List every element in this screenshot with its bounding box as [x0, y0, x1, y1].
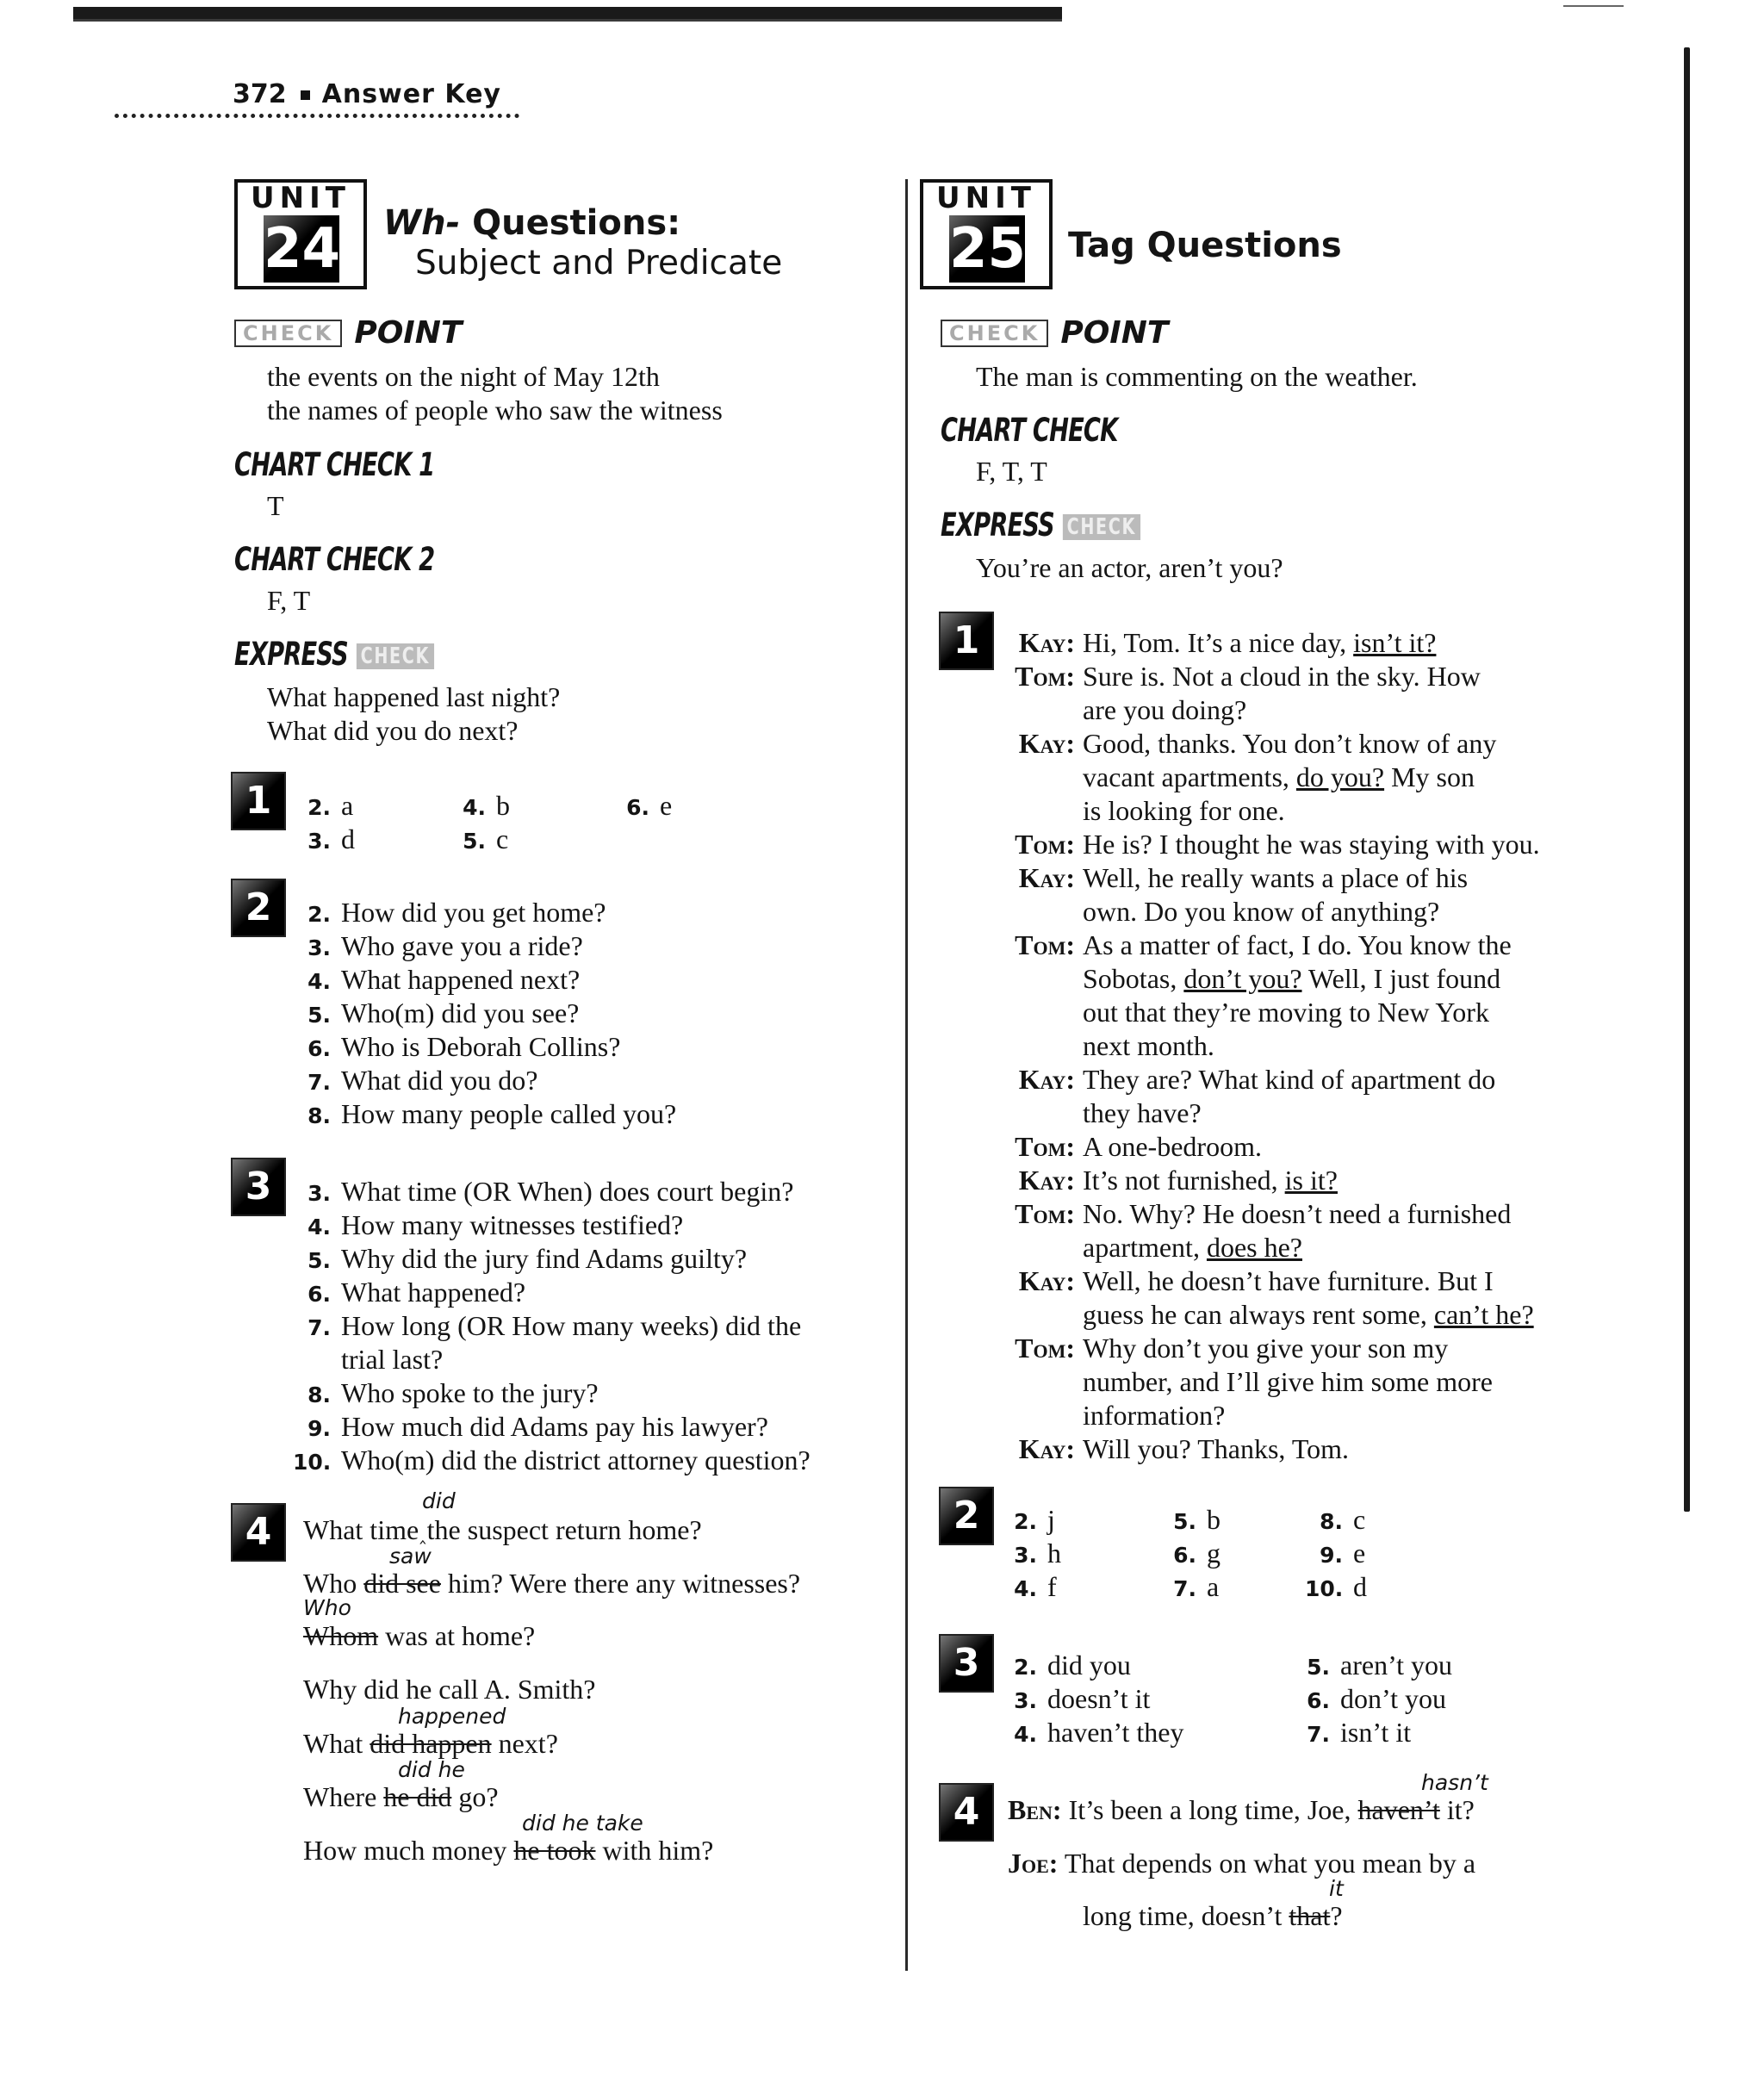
speaker-label: Kay:: [1018, 627, 1075, 658]
square-bullet-icon: [301, 90, 310, 100]
express-line-1: What happened last night?: [267, 681, 561, 712]
point-line-1: the events on the night of May 12th: [267, 361, 660, 392]
dialogue-line: they have?: [1083, 1097, 1202, 1128]
page-number: 372: [233, 79, 287, 109]
list-item: 5. Who(m) did you see?: [307, 997, 580, 1028]
list-item: 10. Who(m) did the district attorney question?: [293, 1444, 811, 1475]
unit-25-title: Tag Questions: [1068, 226, 1342, 265]
dialogue-line: Will you? Thanks, Tom.: [1083, 1433, 1350, 1464]
handwritten-insert: did: [422, 1488, 456, 1513]
column-divider: [905, 179, 908, 1971]
express-check-heading: [234, 636, 434, 673]
correction-line: Why did he call A. Smith?: [303, 1674, 596, 1705]
dialogue-line: Good, thanks. You don’t know of any: [1083, 728, 1497, 759]
dialogue-line: next month.: [1083, 1030, 1214, 1061]
list-item: 7. a: [1173, 1571, 1220, 1602]
dialogue-line: Well, he really wants a place of his: [1083, 862, 1469, 893]
title-rest: Questions:: [460, 203, 681, 243]
dialogue-line: They are? What kind of apartment do: [1083, 1064, 1496, 1095]
exercise-1-marker: 1: [939, 612, 994, 670]
exercise-2-marker: 2: [231, 879, 286, 937]
unit-24-badge: [234, 179, 367, 289]
list-item: 9. e: [1320, 1538, 1366, 1569]
list-item: trial last?: [341, 1344, 444, 1375]
list-item: 6. e: [626, 790, 673, 821]
tag-question: isn’t it?: [1353, 627, 1437, 658]
speaker-label: Kay:: [1018, 862, 1075, 893]
list-item: 7. isn’t it: [1307, 1717, 1412, 1748]
dialogue-line: are you doing?: [1083, 694, 1247, 725]
unit-label: UNIT: [936, 181, 1036, 215]
list-item: 5. aren’t you: [1307, 1649, 1453, 1681]
express-label: EXPRESS: [234, 636, 348, 673]
dialogue-line: No. Why? He doesn’t need a furnished: [1083, 1198, 1512, 1229]
check-badge: CHECK: [234, 320, 342, 347]
unit-label: UNIT: [251, 181, 351, 215]
exercise-3-marker: 3: [939, 1634, 994, 1693]
correction-line: How much money he took with him?: [303, 1835, 714, 1866]
dialogue-line: As a matter of fact, I do. You know the: [1083, 929, 1512, 960]
list-item: 8. c: [1320, 1504, 1366, 1535]
dialogue-line: Well, he doesn’t have furniture. But I: [1083, 1265, 1494, 1296]
unit-number: 25: [949, 217, 1027, 281]
chart-check-heading: CHART CHECK: [941, 412, 1118, 449]
page-header: [233, 79, 501, 109]
list-item: 10. d: [1305, 1571, 1367, 1602]
dialogue-line: apartment, does he?: [1083, 1232, 1302, 1263]
list-item: 3. h: [1014, 1538, 1061, 1569]
chart-check-answer: F, T, T: [976, 456, 1047, 487]
speaker-label: Tom:: [1015, 1198, 1075, 1229]
unit-24-title: [383, 203, 680, 243]
speaker-label: Kay:: [1018, 728, 1075, 759]
speaker-label: Tom:: [1015, 1131, 1075, 1162]
exercise-2-marker: 2: [939, 1487, 994, 1545]
dialogue-line: Hi, Tom. It’s a nice day, isn’t it?: [1083, 627, 1437, 658]
correction-line: Ben: It’s been a long time, Joe, haven’t it?: [1008, 1794, 1475, 1825]
express-check-badge: CHECK: [357, 643, 434, 669]
list-item: 2. a: [307, 790, 354, 821]
list-item: 9. How much did Adams pay his lawyer?: [307, 1411, 768, 1442]
point-label: POINT: [354, 315, 463, 351]
list-item: 6. g: [1173, 1538, 1221, 1569]
correction-line: Whom was at home?: [303, 1620, 536, 1651]
speaker-label: Tom:: [1015, 1333, 1075, 1364]
express-check-heading: [941, 506, 1140, 544]
chart-check-2-heading: CHART CHECK 2: [234, 541, 435, 578]
list-item: 3. Who gave you a ride?: [307, 930, 583, 961]
speaker-label: Tom:: [1015, 661, 1075, 692]
express-check-badge: CHECK: [1063, 514, 1140, 540]
dialogue-line: number, and I’ll give him some more: [1083, 1366, 1493, 1397]
unit-24-subtitle: Subject and Predicate: [415, 244, 783, 283]
dialogue-line: out that they’re moving to New York: [1083, 997, 1489, 1028]
express-label: EXPRESS: [941, 506, 1054, 544]
list-item: 8. How many people called you?: [307, 1098, 677, 1129]
list-item: 2. j: [1014, 1504, 1055, 1535]
correction-line: What time‸the suspect return home?: [303, 1514, 702, 1545]
handwritten-insert: hasn’t: [1421, 1770, 1488, 1795]
correction-line: Joe: That depends on what you mean by a: [1008, 1848, 1476, 1879]
list-item: 4. What happened next?: [307, 964, 581, 995]
exercise-3-marker: 3: [231, 1158, 286, 1216]
dialogue-line: A one-bedroom.: [1083, 1131, 1262, 1162]
speaker-label: Kay:: [1018, 1064, 1075, 1095]
top-edge-bar-shadow: [73, 19, 1062, 22]
speaker-label: Kay:: [1018, 1165, 1075, 1196]
point-label: POINT: [1060, 315, 1169, 351]
dialogue-line: He is? I thought he was staying with you.: [1083, 829, 1540, 860]
tag-question: does he?: [1206, 1232, 1302, 1263]
list-item: 3. doesn’t it: [1014, 1683, 1151, 1714]
section-title: Answer Key: [321, 79, 501, 109]
list-item: 4. b: [463, 790, 510, 821]
list-item: 5. Why did the jury find Adams guilty?: [307, 1243, 748, 1274]
tag-question: do you?: [1295, 761, 1385, 792]
list-item: 5. b: [1173, 1504, 1221, 1535]
handwritten-insert: did he: [398, 1757, 465, 1782]
dialogue-line: Why don’t you give your son my: [1083, 1333, 1449, 1364]
dialogue-line: Sobotas, don’t you? Well, I just found: [1083, 963, 1501, 994]
point-line: The man is commenting on the weather.: [976, 361, 1418, 392]
list-item: 4. f: [1014, 1571, 1057, 1602]
speaker-label: Kay:: [1018, 1265, 1075, 1296]
list-item: 3. d: [307, 823, 355, 854]
speaker-label: Kay:: [1018, 1433, 1075, 1464]
top-edge-bar: [73, 7, 1062, 19]
express-line: You’re an actor, aren’t you?: [976, 552, 1283, 583]
list-item: 6. Who is Deborah Collins?: [307, 1031, 621, 1062]
correction-line: What did happen next?: [303, 1728, 558, 1759]
list-item: 4. haven’t they: [1014, 1717, 1184, 1748]
dialogue-line: vacant apartments, do you? My son: [1083, 761, 1475, 792]
exercise-1-marker: 1: [231, 772, 286, 830]
list-item: 7. What did you do?: [307, 1065, 538, 1096]
title-wh: Wh-: [383, 203, 461, 243]
chart-check-1-heading: CHART CHECK 1: [234, 446, 435, 483]
handwritten-insert: happened: [398, 1704, 506, 1729]
dialogue-line: It’s not furnished, is it?: [1083, 1165, 1338, 1196]
list-item: 8. Who spoke to the jury?: [307, 1377, 599, 1408]
chart-check-2-answer: F, T: [267, 585, 311, 616]
handwritten-insert: saw: [389, 1544, 432, 1569]
right-edge-bar: [1684, 47, 1690, 1512]
dialogue-line: is looking for one.: [1083, 795, 1285, 826]
speaker-label: Tom:: [1015, 929, 1075, 960]
dialogue-line: information?: [1083, 1400, 1226, 1431]
unit-25-badge: [920, 179, 1053, 289]
chart-check-1-answer: T: [267, 490, 284, 521]
check-badge: CHECK: [941, 320, 1048, 347]
point-line-2: the names of people who saw the witness: [267, 394, 723, 426]
speaker-label: Tom:: [1015, 829, 1075, 860]
tag-question: is it?: [1284, 1165, 1338, 1196]
handwritten-insert: Who: [303, 1595, 351, 1620]
express-line-2: What did you do next?: [267, 715, 519, 746]
exercise-4-marker: 4: [939, 1783, 994, 1842]
handwritten-insert: did he take: [522, 1811, 643, 1836]
correction-line: long time, doesn’t that?: [1083, 1900, 1343, 1931]
dotted-rule: [115, 114, 519, 118]
dialogue-line: own. Do you know of anything?: [1083, 896, 1440, 927]
tag-question: can’t he?: [1433, 1299, 1534, 1330]
check-point-heading: [234, 315, 462, 351]
list-item: 2. How did you get home?: [307, 897, 606, 928]
list-item: 4. How many witnesses testified?: [307, 1209, 684, 1240]
list-item: 2. did you: [1014, 1649, 1131, 1681]
list-item: 5. c: [463, 823, 509, 854]
check-point-heading: [941, 315, 1168, 351]
correction-line: Where he did go?: [303, 1781, 499, 1812]
dialogue-line: Sure is. Not a cloud in the sky. How: [1083, 661, 1481, 692]
list-item: 7. How long (OR How many weeks) did the: [307, 1310, 802, 1341]
correction-line: Who did see him? Were there any witnesses?: [303, 1568, 801, 1599]
unit-number: 24: [264, 217, 341, 281]
list-item: 3. What time (OR When) does court begin?: [307, 1176, 794, 1207]
list-item: 6. What happened?: [307, 1277, 526, 1308]
exercise-4-marker: 4: [231, 1503, 286, 1562]
scan-mark: [1563, 5, 1624, 7]
tag-question: don’t you?: [1183, 963, 1302, 994]
dialogue-line: guess he can always rent some, can’t he?: [1083, 1299, 1534, 1330]
list-item: 6. don’t you: [1307, 1683, 1446, 1714]
handwritten-insert: it: [1329, 1876, 1344, 1901]
